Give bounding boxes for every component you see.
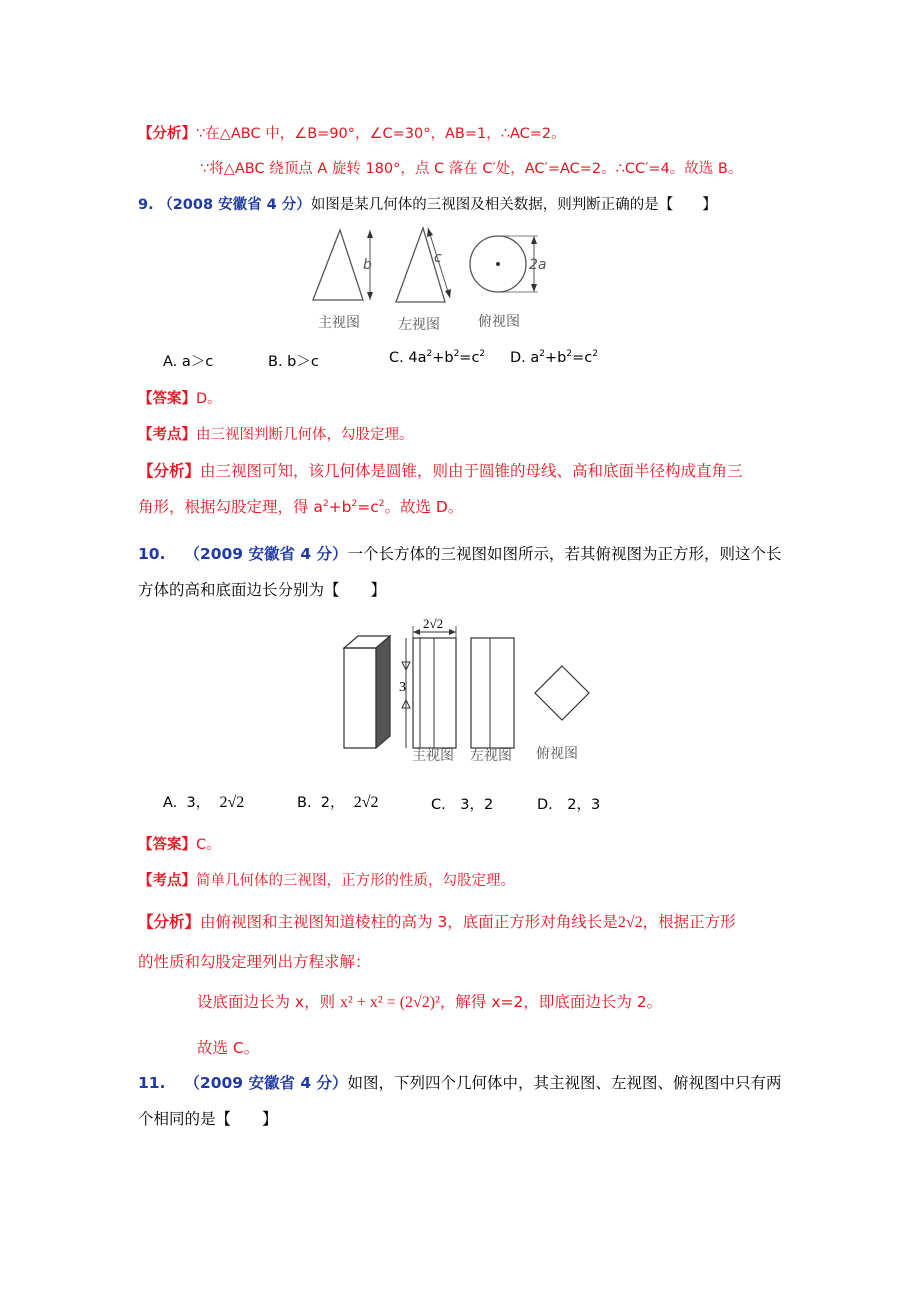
q10-option-b[interactable]: B. 2， 2√2 (297, 794, 379, 811)
analysis-tag: 【分析】 (138, 462, 201, 480)
q9-analysis-line-2: 角形，根据勾股定理，得 $a^2+b^2=c^2$。故选 D。 (138, 498, 464, 516)
q10-caption-front: 主视图 (412, 748, 454, 764)
q11-stem-line-2: 个相同的是【 】 (138, 1110, 278, 1128)
q9-option-c[interactable]: C. $4a^2+b^2=c^2$ (389, 349, 486, 366)
q9-option-d[interactable]: D. $a^2+b^2=c^2$ (510, 349, 598, 366)
analysis-line-2: ∵将△ABC 绕顶点 A 旋转 180°，点 C 落在 C′处，AC′=AC=2。∴CC′=4。故选 B。 (200, 161, 743, 177)
q9-option-b[interactable]: B. b＞c (268, 354, 319, 370)
q10-three-view-figure (340, 612, 600, 767)
q10-option-a[interactable]: A. 3， 2√2 (163, 794, 245, 811)
q10-option-c[interactable]: C. 3，2 (431, 797, 494, 813)
analysis-tag: 【分析】 (138, 913, 201, 931)
q9-answer: 【答案】D。 (138, 391, 222, 407)
q9-caption-left: 左视图 (398, 317, 440, 333)
q10-caption-left: 左视图 (470, 748, 512, 764)
q9-front-view (313, 230, 363, 300)
q9-caption-top: 俯视图 (478, 314, 520, 330)
analysis-tag: 【分析】 (138, 126, 196, 142)
q10-stem-line-2: 方体的高和底面边长分别为【 】 (138, 581, 387, 599)
q9-number: 9. (138, 197, 154, 213)
q10-answer: 【答案】C。 (138, 837, 221, 853)
answer-tag: 【答案】 (138, 391, 196, 407)
q9-label-2a: 2a (529, 257, 547, 273)
q10-analysis-line-1: 【分析】由俯视图和主视图知道棱柱的高为 3，底面正方形对角线长是2√2，根据正方形 (138, 913, 736, 931)
q11-number: 11. (138, 1074, 166, 1092)
q9-text: 如图是某几何体的三视图及相关数据，则判断正确的是【 】 (310, 197, 717, 213)
q10-point: 【考点】简单几何体的三视图，正方形的性质，勾股定理。 (138, 873, 515, 889)
q9-center-dot (496, 262, 500, 266)
q9-option-a[interactable]: A. a＞c (163, 354, 214, 370)
q10-analysis-line-2: 的性质和勾股定理列出方程求解： (138, 953, 371, 971)
q10-source: （2009 安徽省 4 分） (184, 545, 348, 563)
answer-tag: 【答案】 (138, 837, 196, 853)
q10-option-d[interactable]: D. 2，3 (537, 797, 601, 813)
q9-point: 【考点】由三视图判断几何体，勾股定理。 (138, 427, 414, 443)
q10-left-view (471, 638, 514, 748)
equation: x² + x² = (2√2)² (340, 994, 440, 1011)
q9-analysis-line-1: 【分析】由三视图可知，该几何体是圆锥，则由于圆锥的母线、高和底面半径构成直角三 (138, 462, 743, 480)
q10-conclusion: 故选 C。 (197, 1039, 260, 1057)
q10-label-3: 3 (399, 680, 406, 695)
analysis-text: ∵在△ABC 中，∠B=90°，∠C=30°，AB=1，∴AC=2。 (196, 126, 566, 142)
point-tag: 【考点】 (138, 427, 196, 443)
q11-stem-line-1: 11. （2009 安徽省 4 分）如图，下列四个几何体中，其主视图、左视图、俯视图中只有两 (138, 1074, 782, 1092)
q10-solve-line: 设底面边长为 x，则 x² + x² = (2√2)²，解得 x=2，即底面边长为 2。 (197, 993, 663, 1011)
point-tag: 【考点】 (138, 873, 196, 889)
q10-stem-line-1: 10. （2009 安徽省 4 分）一个长方体的三视图如图所示，若其俯视图为正方形，则这个长 (138, 545, 782, 563)
q9-label-c: c (434, 250, 442, 266)
q10-top-view (535, 666, 589, 720)
q10-number: 10. (138, 545, 166, 563)
q9-source: （2008 安徽省 4 分） (158, 197, 311, 213)
q9-stem (138, 193, 717, 214)
q10-label-2root2: 2√2 (423, 616, 444, 631)
q9-label-b: b (363, 257, 372, 273)
q10-cuboid (344, 648, 376, 748)
q9-three-view-figure (300, 222, 550, 337)
analysis-line-1 (138, 122, 566, 143)
q11-source: （2009 安徽省 4 分） (184, 1074, 348, 1092)
q10-caption-top: 俯视图 (536, 746, 578, 762)
q9-caption-front: 主视图 (318, 315, 360, 331)
